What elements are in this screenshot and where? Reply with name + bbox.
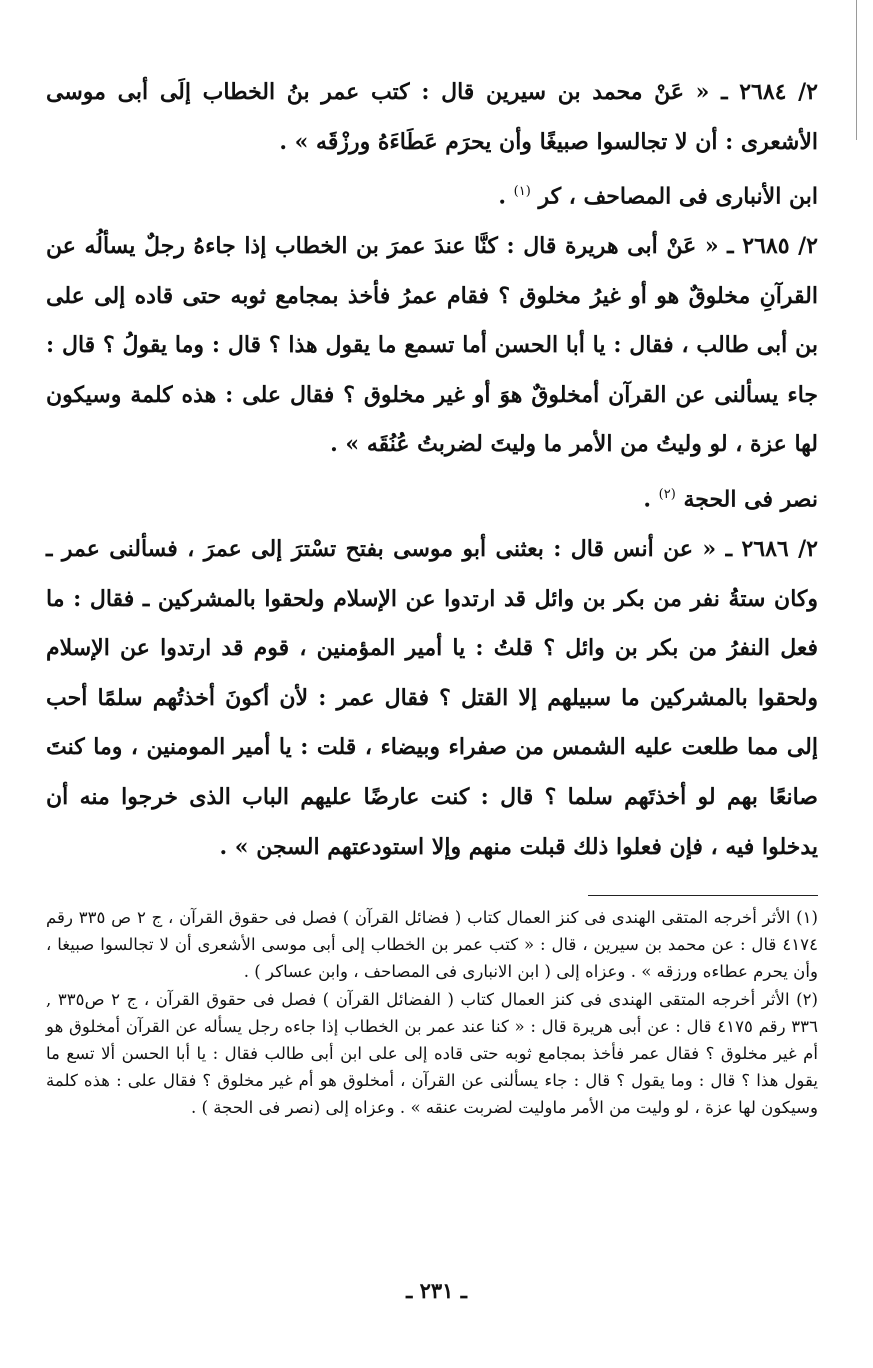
footnotes <box>46 904 818 1122</box>
source-2684 <box>46 167 818 222</box>
margin-line <box>856 0 857 140</box>
source-2685 <box>46 470 818 525</box>
hadith-2684: ٢/ ٢٦٨٤ ـ « عَنْ محمد بن سيرين قال : كتب عمر بنُ الخطاب إلَى أبى موسى الأشعرى : أن لا تجالسوا صبيغًا وأن يحرَم عَطَاءَهُ ورزْقَه » . <box>46 79 818 155</box>
source-text: ابن الأنبارى فى المصاحف ، كر <box>538 183 818 210</box>
footnote-2: (٢) الأثر أخرجه المتقى الهندى فى كنز العمال كتاب ( الفضائل القرآن ) فصل فى حقوق القرآن ، ج ٢ ص٣٣٥ , ٣٣٦ رقم ٤١٧٥ قال : عن أبى هريرة قال : « كنا عند عمر بن الخطاب إذا جاءه رجل يسأله عن القرآن أمخلوق هو أم غير مخلوق ؟ فقال عمر فأخذ بمجامع ثوبه حتى قاده إلى على ابن أبى طالب فقال : يا أبا الحسن ألا تسع ما يقول هذا ؟ قال : وما يقول ؟ قال : جاء يسألنى عن القرآن ، أمخلوق هو أم غير مخلوق ؟ فقال على : هذه كلمة وسيكون لها عزة ، لو وليت من الأمر ماوليت لضربت عنقه » . وعزاه إلى (نصر فى الحجة ) . <box>46 989 818 1118</box>
hadith-2686: ٢/ ٢٦٨٦ ـ « عن أنس قال : بعثنى أبو موسى بفتح تسْترَ إلى عمرَ ، فسألنى عمر ـ وكان ستةُ نفر من بكر بن وائل قد ارتدوا عن الإسلام ولحقوا بالمشركين ـ فقال : ما فعل النفرُ من بكر بن وائل ؟ قلتُ : يا أمير المؤمنين ، قوم قد ارتدوا عن الإسلام ولحقوا بالمشركين ما سبيلهم إلا القتل ؟ فقال عمر : لأن أكونَ أخذتُهم سلمًا أحب إلى مما طلعت عليه الشمس من صفراء وبيضاء ، قلت : يا أمير المومنين ، وما كنتَ صانعًا بهم لو أخذتَهم سلما ؟ قال : كنت عارضًا عليهم الباب الذى خرجوا منه أن يدخلوا فيه ، فإن فعلوا ذلك قبلت منهم وإلا استودعتهم السجن » . <box>46 536 818 860</box>
source-text: نصر فى الحجة <box>683 486 818 513</box>
hadith-2685: ٢/ ٢٦٨٥ ـ « عَنْ أبى هريرة قال : كنَّا عندَ عمرَ بن الخطاب إذا جاءهُ رجلٌ يسألُه عن القرآنِ مخلوقٌ هو أو غيرُ مخلوق ؟ فقام عمرُ فأخذ بمجامع ثوبه حتى قاده إلى على بن أبى طالب ، فقال : يا أبا الحسن أما تسمع ما يقول هذا ؟ قال : وما يقولُ ؟ قال : جاء يسألنى عن القرآن أمخلوقٌ هوَ أو غير مخلوق ؟ فقال على : هذه كلمة وسيكون لها عزة ، لو وليتُ من الأمر ما وليتَ لضربتُ عُنُقَه » . <box>46 233 818 458</box>
main-text <box>46 68 818 872</box>
source-end: . <box>643 486 659 513</box>
footnote-ref-2[interactable]: (٢) <box>658 487 676 503</box>
page-number: ـ ٢٣١ ـ <box>406 1278 467 1303</box>
source-end: . <box>498 183 514 210</box>
footnote-separator <box>588 895 818 896</box>
footnote-ref-1[interactable]: (١) <box>513 184 531 200</box>
footnote-1: (١) الأثر أخرجه المتقى الهندى فى كنز العمال كتاب ( فضائل القرآن ) فصل فى حقوق القرآن ، ج ٢ ص ٣٣٥ رقم ٤١٧٤ قال : عن محمد بن سيرين ، قال : « كتب عمر بن الخطاب إلى أبى موسى الأشعرى أن لا تجالسوا صبيغا ، وأن يحرم عطاءه ورزقه » . وعزاه إلى ( ابن الانبارى فى المصاحف ، وابن عساكر ) . <box>46 908 818 982</box>
